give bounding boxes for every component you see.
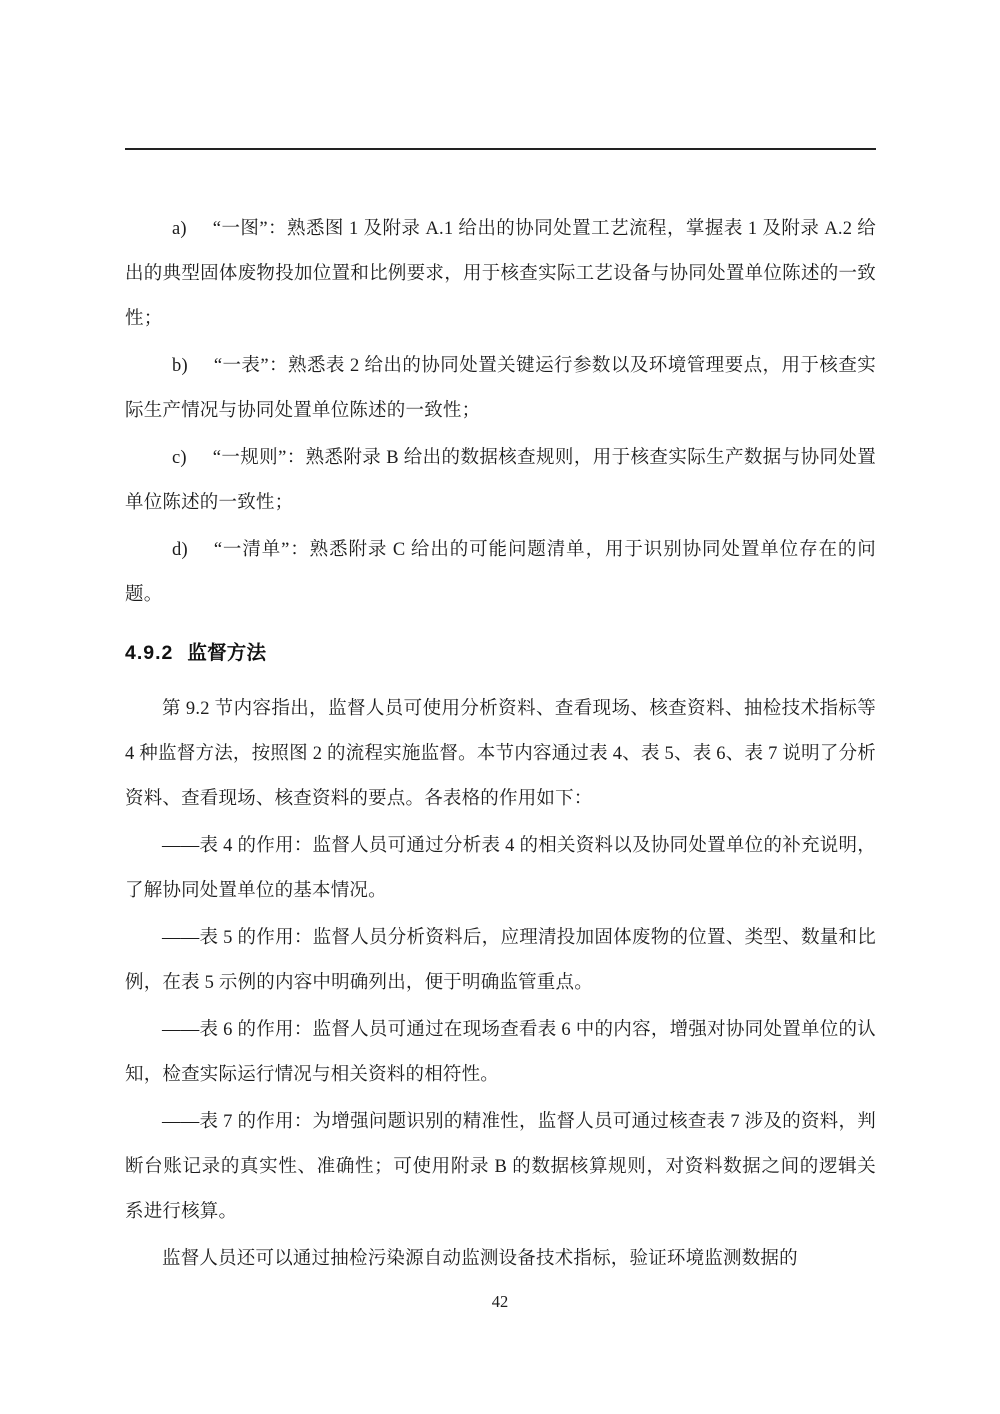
section-heading bbox=[125, 631, 876, 676]
list-item-a bbox=[125, 207, 876, 342]
page-content bbox=[125, 207, 876, 1284]
list-marker-c: c) bbox=[172, 448, 187, 468]
section-heading-title: 监督方法 bbox=[187, 642, 267, 664]
list-text-d: “一清单”：熟悉附录 C 给出的可能问题清单，用于识别协同处置单位存在的问题。 bbox=[125, 540, 876, 605]
paragraph-table7: ——表 7 的作用：为增强问题识别的精准性，监督人员可通过核查表 7 涉及的资料，判断台账记录的真实性、准确性；可使用附录 B 的数据核算规则，对资料数据之间的逻辑关系进行核算。 bbox=[125, 1112, 876, 1222]
paragraph-table4: ——表 4 的作用：监督人员可通过分析表 4 的相关资料以及协同处置单位的补充说明，了解协同处置单位的基本情况。 bbox=[125, 836, 876, 901]
list-marker-d: d) bbox=[172, 540, 188, 560]
section-heading-number: 4.9.2 bbox=[125, 642, 174, 664]
list-text-b: “一表”：熟悉表 2 给出的协同处置关键运行参数以及环境管理要点，用于核查实际生产情况与协同处置单位陈述的一致性； bbox=[125, 356, 876, 421]
paragraph-table5: ——表 5 的作用：监督人员分析资料后，应理清投加固体废物的位置、类型、数量和比例，在表 5 示例的内容中明确列出，便于明确监管重点。 bbox=[125, 928, 876, 993]
list-item-c bbox=[125, 436, 876, 526]
list-text-c: “一规则”：熟悉附录 B 给出的数据核查规则，用于核查实际生产数据与协同处置单位陈述的一致性； bbox=[125, 448, 876, 513]
list-marker-a: a) bbox=[172, 219, 187, 239]
page-number: 42 bbox=[491, 1292, 509, 1311]
list-marker-b: b) bbox=[172, 356, 188, 376]
list-text-a: “一图”：熟悉图 1 及附录 A.1 给出的协同处置工艺流程，掌握表 1 及附录 A.2 给出的典型固体废物投加位置和比例要求，用于核查实际工艺设备与协同处置单位陈述的一致性； bbox=[125, 219, 876, 329]
paragraph-closing: 监督人员还可以通过抽检污染源自动监测设备技术指标，验证环境监测数据的 bbox=[162, 1249, 798, 1269]
list-item-b bbox=[125, 344, 876, 434]
paragraph-overview: 第 9.2 节内容指出，监督人员可使用分析资料、查看现场、核查资料、抽检技术指标等 4 种监督方法，按照图 2 的流程实施监督。本节内容通过表 4、表 5、表 6、表 7 说明了分析资料、查看现场、核查资料的要点。各表格的作用如下： bbox=[125, 699, 876, 809]
header-rule bbox=[125, 148, 876, 150]
list-item-d bbox=[125, 528, 876, 618]
paragraph-table6: ——表 6 的作用：监督人员可通过在现场查看表 6 中的内容，增强对协同处置单位的认知，检查实际运行情况与相关资料的相符性。 bbox=[125, 1020, 876, 1085]
